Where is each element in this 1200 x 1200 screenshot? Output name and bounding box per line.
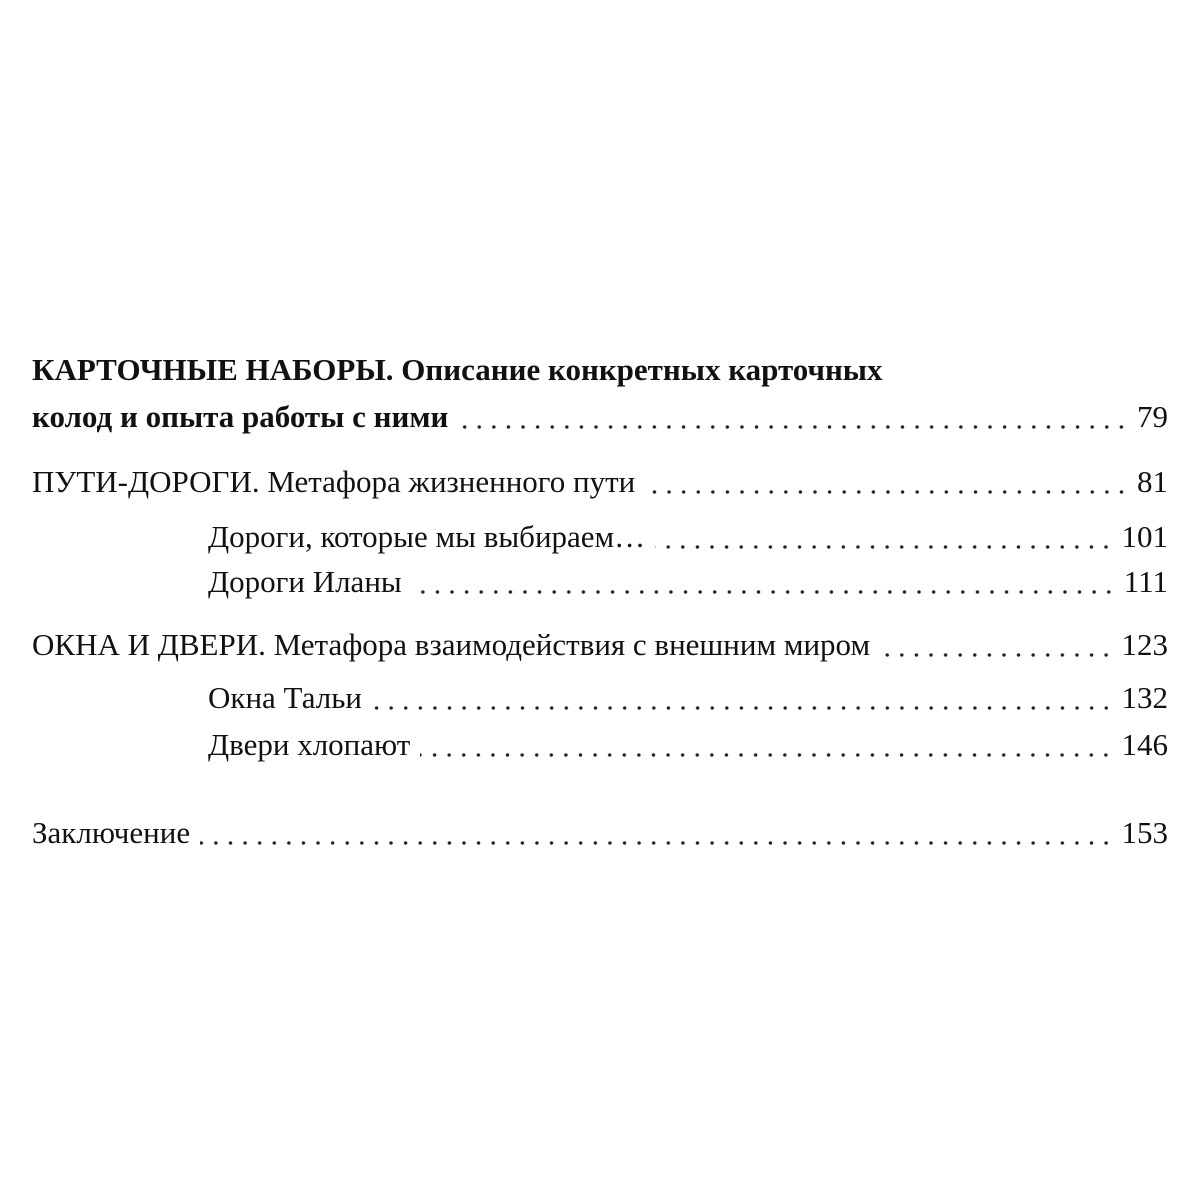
toc-entry-card-sets-line2 — [32, 397, 1168, 437]
toc-entry-page: 146 — [1121, 727, 1168, 762]
toc-entry-card-sets-page: 79 — [1137, 399, 1168, 434]
toc-entry-page: 132 — [1121, 680, 1168, 715]
toc-entry-page: 153 — [1121, 815, 1168, 850]
toc-entry-page: 123 — [1121, 627, 1168, 662]
toc-entry-doors-slam — [208, 725, 1168, 765]
toc-entry-card-sets-text-line1: Описание конкретных карточных — [401, 352, 883, 387]
toc-entry-title: ПУТИ-ДОРОГИ. Метафора жизненного пути — [32, 464, 636, 499]
toc-entry-title: Двери хлопают — [208, 727, 411, 762]
toc-entry-page: 81 — [1137, 464, 1168, 499]
dot-leader — [420, 752, 1113, 758]
toc-entry-title: Окна Тальи — [208, 680, 362, 715]
dot-leader — [200, 840, 1113, 846]
dot-leader — [458, 424, 1129, 430]
toc-entry-page: 101 — [1121, 519, 1168, 554]
toc-entry-card-sets-line1 — [32, 350, 1032, 390]
dot-leader — [880, 652, 1113, 658]
toc-entry-title: Заключение — [32, 815, 191, 850]
toc-entry-talia-windows — [208, 678, 1168, 718]
dot-leader — [372, 705, 1114, 711]
dot-leader — [645, 489, 1129, 495]
toc-entry-ilana-roads — [208, 562, 1168, 602]
toc-entry-title: ОКНА И ДВЕРИ. Метафора взаимодействия с внешним миром — [32, 627, 871, 662]
dot-leader — [412, 589, 1116, 595]
dot-leader — [655, 544, 1113, 550]
toc-entry-title: Дороги Иланы — [208, 564, 402, 599]
toc-entry-conclusion — [32, 813, 1168, 853]
toc-entry-page: 111 — [1123, 564, 1168, 599]
toc-entry-roads-we-choose — [208, 517, 1168, 557]
toc-entry-title: Дороги, которые мы выбираем… — [208, 519, 646, 554]
toc-entry-paths-roads — [32, 462, 1168, 502]
toc-entry-card-sets-text-line2: колод и опыта работы с ними — [32, 399, 449, 434]
toc-entry-windows-doors — [32, 625, 1168, 665]
toc-entry-card-sets-head: КАРТОЧНЫЕ НАБОРЫ. — [32, 352, 394, 387]
